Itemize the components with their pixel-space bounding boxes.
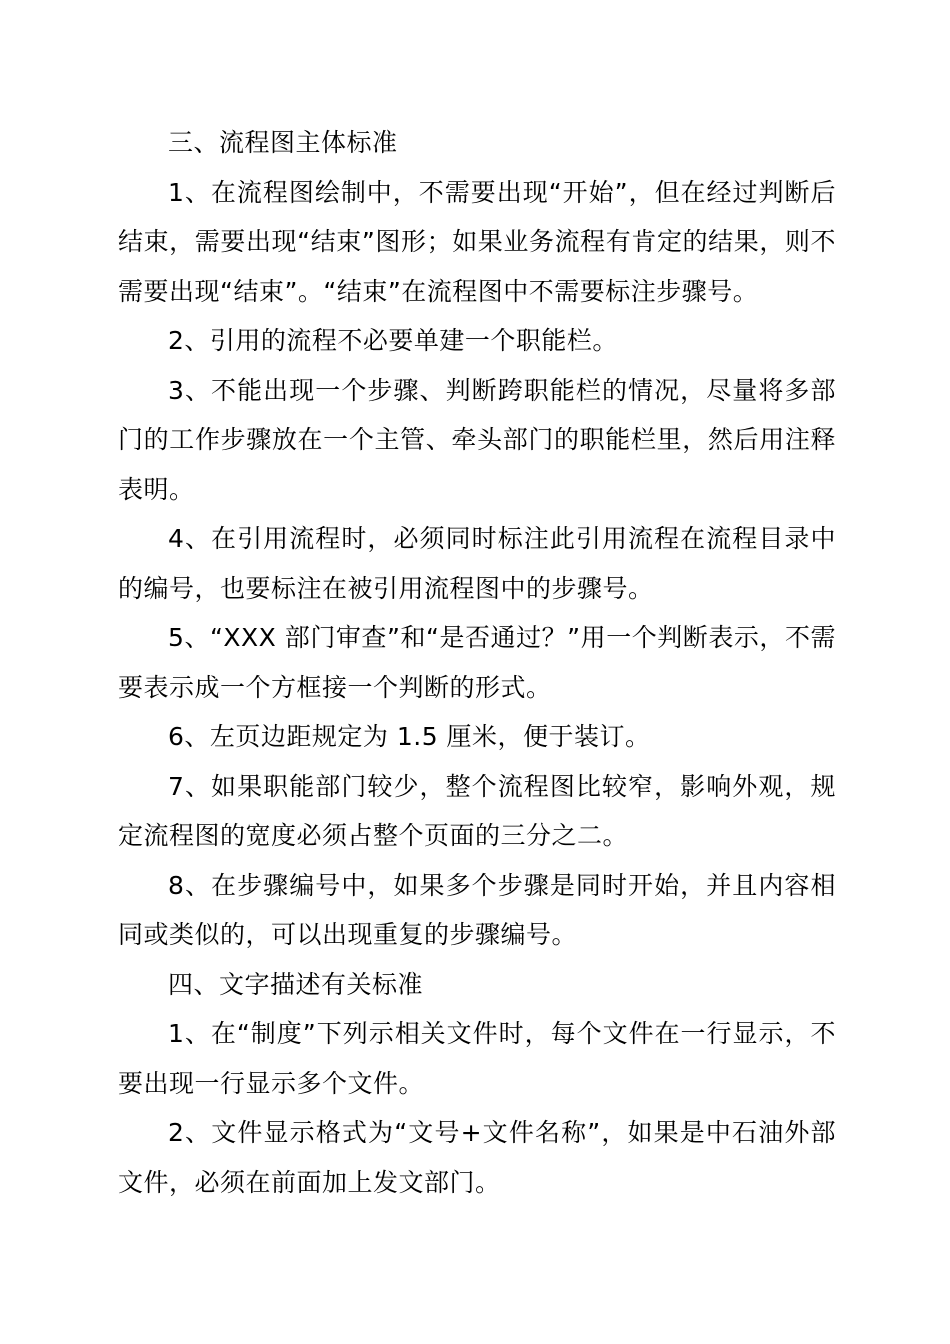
paragraph-text-rule-2: 2、文件显示格式为“文号+文件名称”，如果是中石油外部文件，必须在前面加上发文部门。 bbox=[118, 1118, 836, 1197]
paragraph-rule-2: 2、引用的流程不必要单建一个职能栏。 bbox=[168, 326, 618, 355]
paragraph-rule-3: 3、不能出现一个步骤、判断跨职能栏的情况，尽量将多部门的工作步骤放在一个主管、牵头部门的职能栏里，然后用注释表明。 bbox=[118, 375, 836, 504]
document-body bbox=[118, 118, 836, 1207]
paragraph-rule-8: 8、在步骤编号中，如果多个步骤是同时开始，并且内容相同或类似的，可以出现重复的步骤编号。 bbox=[118, 870, 836, 949]
paragraph-rule-4: 4、在引用流程时，必须同时标注此引用流程在流程目录中的编号，也要标注在被引用流程图中的步骤号。 bbox=[118, 524, 836, 603]
section-heading-flowchart-standards: 三、流程图主体标准 bbox=[168, 128, 398, 157]
paragraph-text-rule-1: 1、在“制度”下列示相关文件时，每个文件在一行显示，不要出现一行显示多个文件。 bbox=[118, 1019, 836, 1098]
paragraph-rule-7: 7、如果职能部门较少，整个流程图比较窄，影响外观，规定流程图的宽度必须占整个页面的三分之二。 bbox=[118, 771, 836, 850]
section-heading-text-description-standards: 四、文字描述有关标准 bbox=[168, 969, 424, 999]
paragraph-rule-1: 1、在流程图绘制中，不需要出现“开始”，但在经过判断后结束，需要出现“结束”图形；如果业务流程有肯定的结果，则不需要出现“结束”。“结束”在流程图中不需要标注步骤号。 bbox=[118, 177, 836, 306]
paragraph-rule-5: 5、“XXX 部门审查”和“是否通过？”用一个判断表示，不需要表示成一个方框接一个判断的形式。 bbox=[118, 623, 836, 702]
paragraph-rule-6: 6、左页边距规定为 1.5 厘米，便于装订。 bbox=[168, 722, 651, 751]
